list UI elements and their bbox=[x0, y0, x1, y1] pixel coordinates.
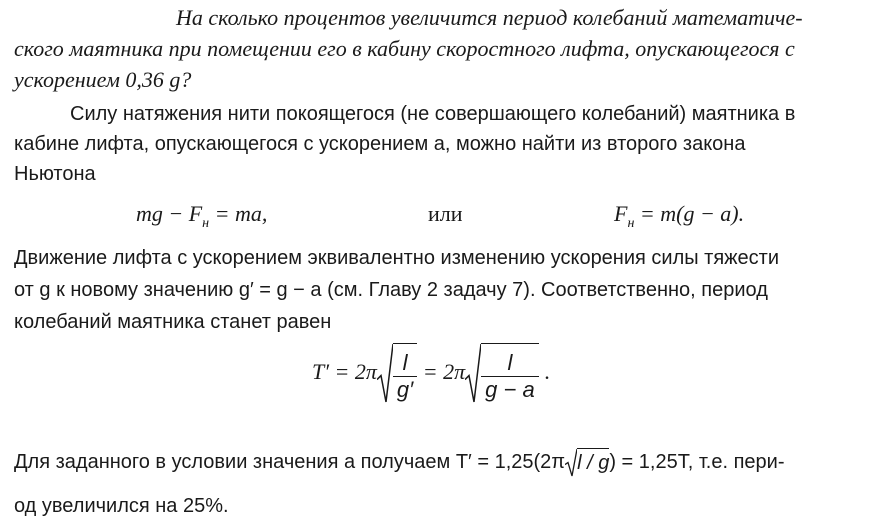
eq1-left-sub: н bbox=[202, 216, 210, 231]
para2-line-1: Движение лифта с ускорением эквивалентно изменению ускорения силы тяжести bbox=[14, 247, 780, 269]
equation-newton-left bbox=[136, 200, 267, 232]
eq2-den-1: g′ bbox=[396, 376, 414, 402]
eq1-right-sub: н bbox=[627, 216, 635, 231]
eq2-lhs: T′ = 2π bbox=[312, 359, 377, 384]
para3-line-1a: Для заданного в условии значения a получаем T′ = 1,25(2π bbox=[14, 451, 566, 473]
problem-line-1: На сколько процентов увеличится период колебаний математиче- bbox=[176, 5, 803, 30]
eq2-num-2: l bbox=[481, 350, 539, 377]
eq1-left-rest: = ma, bbox=[209, 201, 268, 226]
eq2-radical-1 bbox=[377, 343, 417, 404]
para1-line-1: Силу натяжения нити покоящегося (не совершающего колебаний) маятника в bbox=[70, 103, 796, 125]
equation-or: или bbox=[428, 201, 463, 226]
equation-period bbox=[312, 342, 550, 404]
eq1-left: mg − F bbox=[136, 201, 203, 226]
eq2-radical-2 bbox=[465, 343, 539, 404]
para1-line-3: Ньютона bbox=[14, 163, 96, 185]
para3-line-1b: ) = 1,25T, т.е. пери- bbox=[609, 451, 785, 473]
eq2-mid: = 2π bbox=[417, 359, 466, 384]
radical-sign-icon bbox=[377, 343, 393, 404]
para3-radical-body: l / g bbox=[577, 448, 609, 477]
problem-line-3: ускорением 0,36 g? bbox=[14, 67, 192, 92]
eq2-den-2: g − a bbox=[485, 376, 535, 402]
para3-radical bbox=[565, 448, 609, 477]
para2-line-3: колебаний маятника станет равен bbox=[14, 311, 332, 333]
eq1-right: F bbox=[614, 201, 628, 226]
eq2-num-1: l bbox=[393, 350, 417, 377]
radical-sign-icon bbox=[565, 448, 577, 477]
problem-line-2: ского маятника при помещении его в кабину скоростного лифта, опускающегося с bbox=[14, 36, 795, 61]
eq1-right-rest: = m(g − a). bbox=[634, 201, 745, 226]
radical-sign-icon bbox=[465, 343, 481, 404]
para3-line-1 bbox=[14, 448, 784, 477]
eq2-end: . bbox=[538, 359, 550, 384]
equation-newton-right bbox=[614, 200, 744, 232]
para1-line-2: кабине лифта, опускающегося с ускорением a, можно найти из второго закона bbox=[14, 133, 746, 155]
para2-line-2: от g к новому значению g′ = g − a (см. Главу 2 задачу 7). Соответственно, период bbox=[14, 279, 768, 301]
para3-line-2: од увеличился на 25%. bbox=[14, 495, 229, 517]
